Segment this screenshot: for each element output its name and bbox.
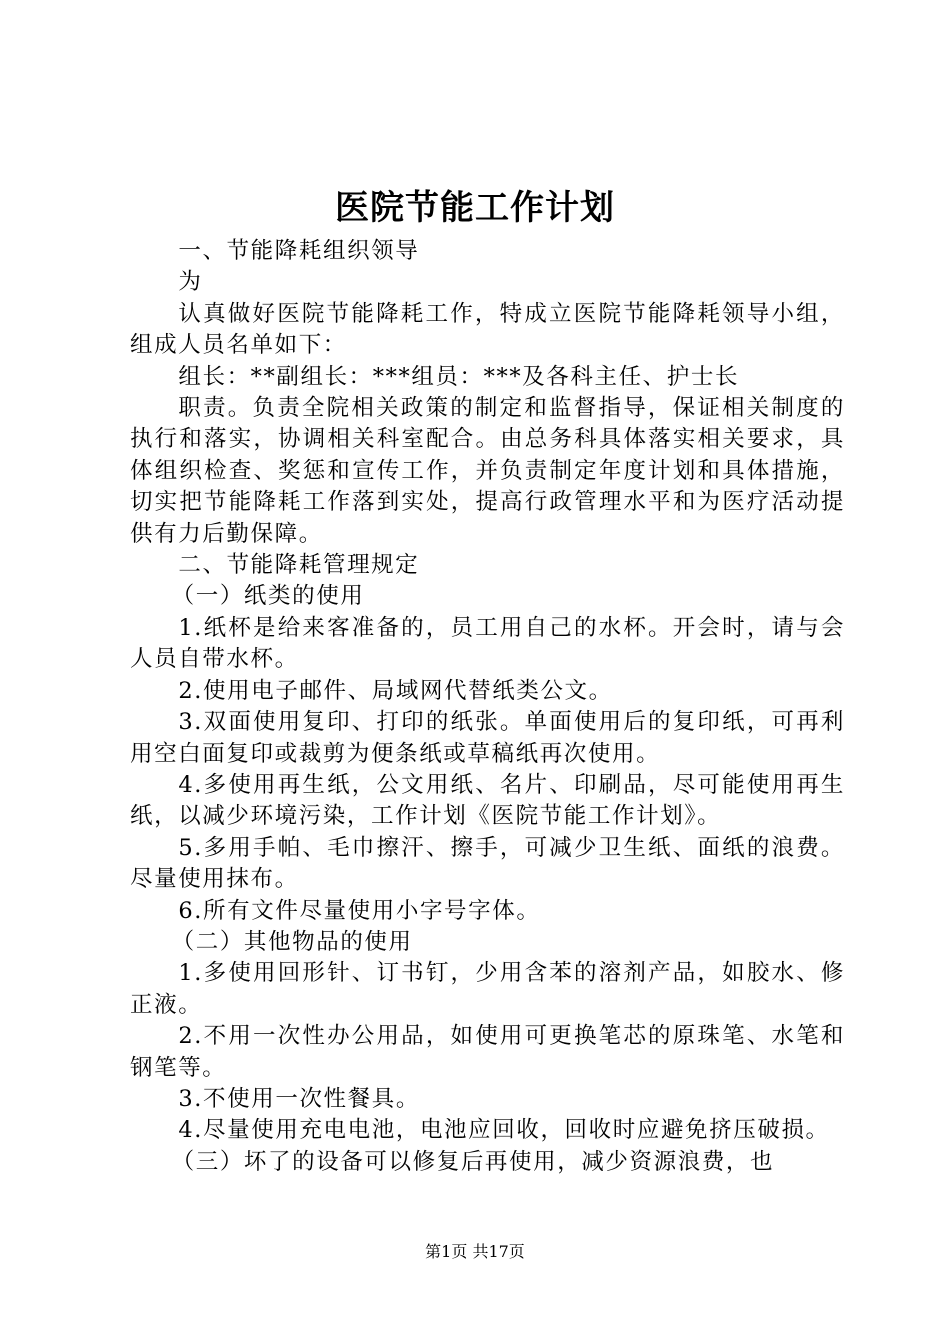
paragraph: 职责。负责全院相关政策的制定和监督指导，保证相关制度的执行和落实，协调相关科室配合。由总务科具体落实相关要求，具体组织检查、奖惩和宣传工作，并负责制定年度计划和具体措施，切实把节能降耗工作落到实处，提高行政管理水平和为医疗活动提供有力后勤保障。 [130,395,845,547]
list-item: 1.纸杯是给来客准备的，员工用自己的水杯。开会时，请与会人员自带水杯。 [130,614,845,673]
list-item: 4.多使用再生纸，公文用纸、名片、印刷品，尽可能使用再生纸，以减少环境污染，工作计划《医院节能工作计划》。 [130,771,845,830]
list-item: 3.双面使用复印、打印的纸张。单面使用后的复印纸，可再利用空白面复印或裁剪为便条纸或草稿纸再次使用。 [130,709,845,767]
section-heading: 一、节能降耗组织领导 [178,238,420,264]
paragraph: 为 [178,269,203,296]
section-heading: 二、节能降耗管理规定 [178,552,420,579]
list-item: 2.不用一次性办公用品，如使用可更换笔芯的原珠笔、水笔和钢笔等。 [130,1023,845,1081]
document-body [130,236,845,1178]
document-title: 医院节能工作计划 [335,188,615,228]
paragraph: 认真做好医院节能降耗工作，特成立医院节能降耗领导小组，组成人员名单如下： [130,300,845,359]
paragraph: 组长：**副组长：***组员：***及各科主任、护士长 [178,363,740,390]
subsection-heading: （二）其他物品的使用 [171,928,413,955]
list-item: 3.不使用一次性餐具。 [178,1085,420,1112]
page-number-footer: 第1页 共17页 [425,1242,525,1261]
list-item: 1.多使用回形针、订书钉，少用含苯的溶剂产品，如胶水、修正液。 [130,960,845,1018]
list-item: 2.使用电子邮件、局域网代替纸类公文。 [178,677,613,704]
subsection-heading: （一）纸类的使用 [171,583,365,610]
list-item: 6.所有文件尽量使用小字号字体。 [178,897,541,924]
list-item: 5.多用手帕、毛巾擦汗、擦手，可减少卫生纸、面纸的浪费。尽量使用抹布。 [130,834,845,893]
list-item: 4.尽量使用充电电池，电池应回收，回收时应避免挤压破损。 [178,1117,830,1144]
subsection-heading: （三）坏了的设备可以修复后再使用，减少资源浪费，也 [171,1148,775,1175]
